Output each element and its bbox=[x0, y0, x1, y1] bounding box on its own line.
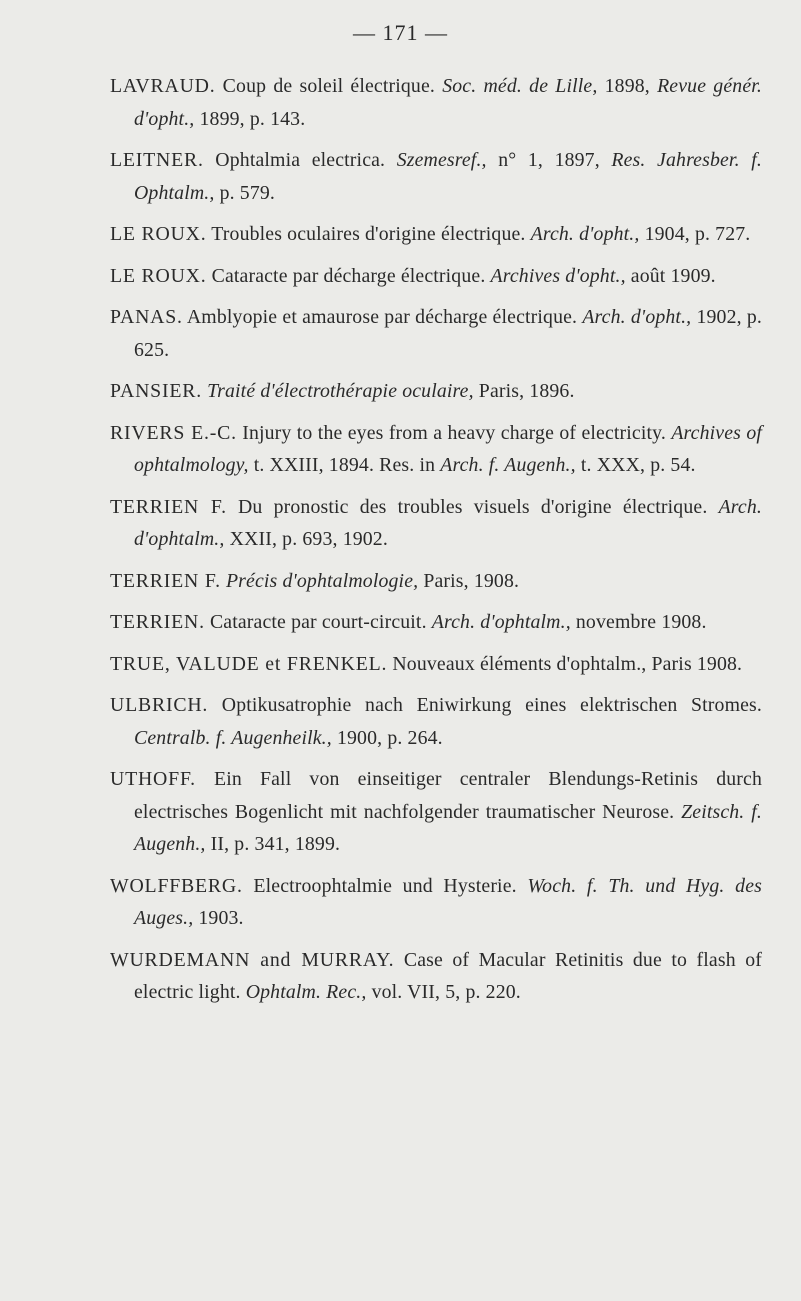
entry-author: PANSIER. bbox=[110, 380, 202, 402]
bibliography-entry bbox=[110, 565, 762, 598]
bibliography-list bbox=[110, 70, 762, 1018]
bibliography-entry bbox=[110, 491, 762, 556]
entry-text: Paris, 1908. bbox=[418, 569, 520, 592]
page-number: — 171 — bbox=[353, 20, 448, 45]
entry-text: Injury to the eyes from a heavy charge of electricity. bbox=[236, 421, 672, 444]
entry-text: n° 1, 1897, bbox=[486, 149, 612, 171]
entry-author: TRUE, VALUDE et FRENKEL. bbox=[110, 652, 388, 675]
bibliography-entry bbox=[110, 944, 762, 1009]
entry-author: LEITNER. bbox=[110, 149, 204, 171]
entry-source: Zeitsch. f. Augenh., bbox=[134, 800, 762, 855]
entry-source: Ophtalm. Rec., bbox=[245, 981, 367, 1003]
entry-text: vol. VII, 5, p. 220. bbox=[366, 981, 521, 1003]
entry-text: Paris, 1896. bbox=[473, 380, 575, 402]
entry-text: Case of Macular Retinitis due to flash of electric light. bbox=[134, 948, 762, 1003]
entry-text: Ophtalmia electrica. bbox=[203, 149, 397, 171]
bibliography-entry bbox=[110, 218, 762, 251]
entry-text: Electroophtalmie und Hysterie. bbox=[242, 874, 528, 897]
bibliography-entry bbox=[110, 301, 762, 366]
entry-source: Archives of ophtalmology, bbox=[134, 421, 763, 476]
entry-text: t. XXX, p. 54. bbox=[575, 454, 696, 476]
entry-source: Centralb. f. Augenheilk., bbox=[134, 726, 332, 749]
entry-text: Ein Fall von einseitiger centraler Blendungs-Retinis durch electrisches Bogenlicht mit nachfolgender traumatischer Neurose. bbox=[134, 768, 762, 823]
bibliography-entry bbox=[110, 648, 762, 681]
entry-text: Cataracte par court-circuit. bbox=[204, 611, 432, 633]
entry-text: Nouveaux éléments d'ophtalm., Paris 1908. bbox=[387, 652, 743, 675]
entry-source: Szemesref., bbox=[396, 149, 487, 171]
entry-text: XXII, p. 693, 1902. bbox=[224, 528, 388, 550]
entry-text: août 1909. bbox=[625, 264, 716, 287]
entry-author: WOLFFBERG. bbox=[110, 874, 243, 897]
entry-text: 1899, p. 143. bbox=[194, 107, 306, 130]
entry-author: ULBRICH. bbox=[110, 694, 209, 716]
entry-text: Du pronostic des troubles visuels d'origine électrique. bbox=[226, 495, 719, 518]
entry-author: UTHOFF. bbox=[110, 768, 196, 790]
entry-text: Amblyopie et amaurose par décharge électrique. bbox=[182, 306, 583, 328]
entry-source: Woch. f. Th. und Hyg. des Auges., bbox=[134, 874, 762, 929]
entry-source: Arch. f. Augenh., bbox=[440, 454, 576, 476]
entry-text: 1898, bbox=[597, 75, 658, 97]
entry-text: 1902, p. 625. bbox=[134, 306, 763, 361]
entry-source: Archives d'opht., bbox=[490, 264, 626, 287]
entry-author: TERRIEN F. bbox=[110, 569, 221, 592]
entry-source: Arch. d'ophtalm., bbox=[134, 495, 762, 550]
entry-author: TERRIEN F. bbox=[110, 495, 227, 518]
entry-author: RIVERS E.-C. bbox=[110, 421, 237, 444]
entry-text: Coup de soleil électrique. bbox=[215, 75, 443, 97]
entry-source: Arch. d'ophtalm., bbox=[431, 611, 571, 633]
entry-text: Cataracte par décharge électrique. bbox=[206, 264, 491, 287]
entry-text: t. XXIII, 1894. Res. in bbox=[248, 454, 441, 476]
bibliography-entry bbox=[110, 417, 762, 482]
entry-text: 1904, p. 727. bbox=[639, 223, 751, 245]
entry-text: 1903. bbox=[193, 907, 244, 929]
bibliography-entry bbox=[110, 606, 762, 639]
entry-text: novembre 1908. bbox=[570, 611, 707, 633]
entry-source: Res. Jahresber. f. Ophtalm., bbox=[134, 149, 762, 204]
bibliography-entry bbox=[110, 375, 762, 408]
entry-source: Revue génér. d'opht., bbox=[134, 75, 762, 130]
bibliography-entry bbox=[110, 763, 762, 861]
entry-author: WURDEMANN and MURRAY. bbox=[110, 948, 395, 971]
entry-text: II, p. 341, 1899. bbox=[205, 833, 341, 855]
entry-source: Arch. d'opht., bbox=[582, 306, 692, 328]
entry-text: Troubles oculaires d'origine électrique. bbox=[206, 223, 531, 245]
entry-author: PANAS. bbox=[110, 306, 183, 328]
entry-source: Précis d'ophtalmologie, bbox=[225, 569, 419, 592]
bibliography-entry bbox=[110, 870, 762, 935]
entry-author: LAVRAUD. bbox=[110, 75, 216, 97]
entry-text: p. 579. bbox=[214, 181, 276, 204]
entry-text: 1900, p. 264. bbox=[331, 726, 443, 749]
entry-author: LE ROUX. bbox=[110, 223, 207, 245]
entry-source: Traité d'électrothérapie oculaire, bbox=[207, 380, 474, 402]
entry-author: TERRIEN. bbox=[110, 611, 205, 633]
bibliography-entry bbox=[110, 70, 762, 135]
bibliography-entry bbox=[110, 260, 762, 293]
bibliography-entry bbox=[110, 689, 762, 754]
entry-text: Optikusatrophie nach Eniwirkung eines elektrischen Stromes. bbox=[208, 694, 762, 716]
entry-source: Soc. méd. de Lille, bbox=[442, 75, 598, 97]
entry-author: LE ROUX. bbox=[110, 264, 207, 287]
bibliography-entry bbox=[110, 144, 762, 209]
entry-source: Arch. d'opht., bbox=[530, 223, 640, 245]
